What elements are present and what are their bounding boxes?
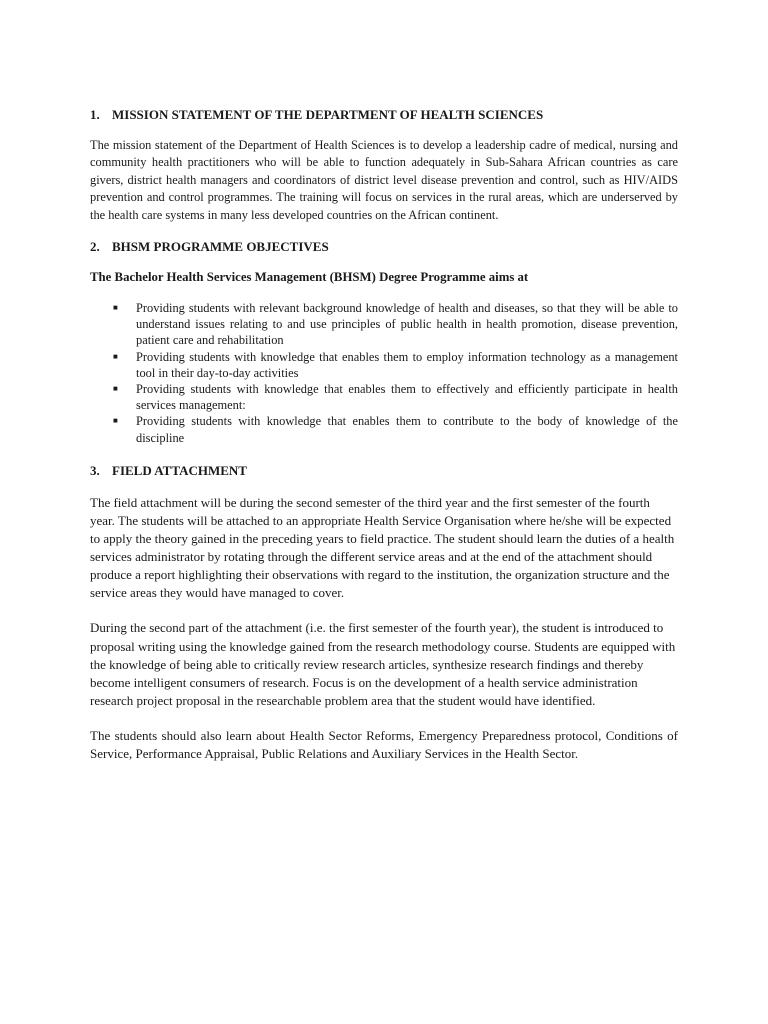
bullet-icon: ■	[113, 384, 118, 394]
section-2-number: 2.	[90, 239, 100, 255]
objective-text: Providing students with knowledge that enables them to contribute to the body of knowledge of the discipline	[136, 414, 678, 445]
objective-text: Providing students with knowledge that enables them to employ information technology as a management tool in their day-to-day activities	[136, 349, 678, 380]
list-item	[90, 300, 678, 349]
document-page	[90, 106, 678, 763]
bullet-icon: ■	[113, 351, 118, 361]
field-attachment-paragraph-3: The students should also learn about Health Sector Reforms, Emergency Preparedness protocol, Conditions of Service, Performance Appraisal, Public Relations and Auxiliary Services in the Health Sector.	[90, 727, 678, 761]
section-1-heading	[90, 106, 678, 124]
objective-text: Providing students with knowledge that enables them to effectively and efficiently participate in health services management:	[136, 382, 678, 413]
section-1-number: 1.	[90, 107, 100, 122]
section-2-heading	[90, 238, 678, 256]
bullet-icon: ■	[113, 303, 118, 313]
section-2-title: BHSM PROGRAMME OBJECTIVES	[112, 239, 329, 255]
objectives-subheading: The Bachelor Health Services Management (BHSM) Degree Programme aims at	[90, 270, 529, 285]
bullet-icon: ■	[113, 416, 118, 426]
field-attachment-paragraph-2: During the second part of the attachment (i.e. the first semester of the fourth year), the student is introduced to proposal writing using the knowledge gained from the research methodology course. Students are equipped with the knowledge of being able to critically review research articles, synthesize research findings and thereby become intelligent consumers of research. Focus is on the development of a health service administration research project proposal in the researchable problem area that the student would have identified.	[90, 620, 676, 708]
objective-text: Providing students with relevant background knowledge of health and diseases, so that they will be able to understand issues relating to and use principles of public health in health promotion, disease prevention, patient care and rehabilitation	[136, 301, 678, 348]
field-attachment-paragraph-1: The field attachment will be during the second semester of the third year and the first semester of the fourth year. The students will be attached to an appropriate Health Service Organisation where he/she will be expected to apply the theory gained in the preceding years to field practice. The student should learn the duties of a health services administrator by rotating through the different service areas and at the end of the attachment should produce a report highlighting their observations with regard to the institution, the organization structure and the service areas they would have managed to cover.	[90, 494, 675, 601]
list-item	[90, 381, 678, 413]
section-3-title: FIELD ATTACHMENT	[112, 462, 247, 478]
list-item	[90, 413, 678, 445]
section-3-heading	[90, 462, 678, 480]
section-1-title: MISSION STATEMENT OF THE DEPARTMENT OF HEALTH SCIENCES	[112, 107, 544, 122]
objectives-list	[90, 300, 678, 446]
section-3-number: 3.	[90, 462, 100, 478]
mission-statement-paragraph: The mission statement of the Department of Health Sciences is to develop a leadership cadre of medical, nursing and community health practitioners who will be able to function adequately in Sub-Sahara African countries as care givers, district health managers and coordinators of district level disease prevention and control, such as HIV/AIDS prevention and control programmes. The training will focus on services in the rural areas, which are underserved by the health care systems in many less developed countries on the African continent.	[90, 138, 678, 222]
list-item	[90, 349, 678, 381]
